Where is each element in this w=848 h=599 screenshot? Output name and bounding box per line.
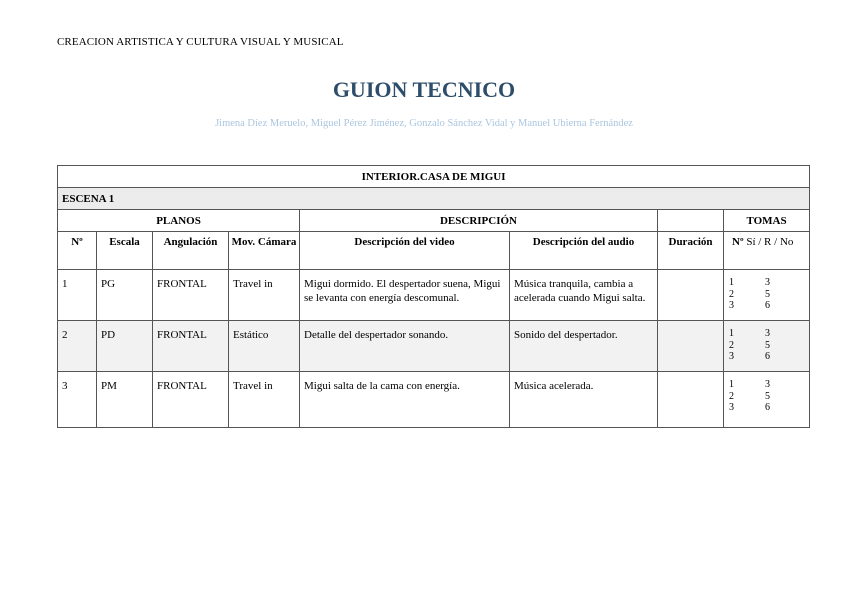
cell-escala: PG [97,270,153,321]
table-row [58,321,810,372]
cell-desc-video: Migui salta de la cama con energía. [300,372,510,428]
cell-takes [724,321,810,372]
cell-mov-camara: Travel in [229,270,300,321]
take-number: 2 [729,339,734,351]
col-mov-camara: Mov. Cámara [229,232,300,270]
cell-angulacion: FRONTAL [153,372,229,428]
take-line [729,328,805,340]
take-value: 3 [765,379,770,390]
cell-takes [724,372,810,428]
take-value: 6 [765,300,770,311]
take-value: 6 [765,402,770,413]
col-num: Nº [58,232,97,270]
cell-duracion [658,321,724,372]
take-value: 3 [765,328,770,339]
take-value: 5 [765,339,770,351]
cell-escala: PD [97,321,153,372]
column-header-row [58,232,810,270]
col-desc-video: Descripción del video [300,232,510,270]
authors-line: Jimena Díez Meruelo, Miguel Pérez Jiménez, Gonzalo Sánchez Vidal y Manuel Ubierna Fernández [215,118,633,129]
location-cell: INTERIOR.CASA DE MIGUI [58,166,810,188]
take-number: 3 [729,300,734,311]
take-number: 2 [729,390,734,402]
page-title: GUION TECNICO [332,77,516,102]
cell-desc-video: Migui dormido. El despertador suena, Migui se levanta con energía descomunal. [300,270,510,321]
take-line [729,379,805,391]
cell-desc-audio: Sonido del despertador. [510,321,658,372]
take-line [729,300,805,312]
table-row [58,270,810,321]
take-line [729,340,805,352]
col-duracion: Duración [658,232,724,270]
take-number: 3 [729,351,734,362]
col-tomas-options: Sí / R / No [743,236,794,248]
take-value: 5 [765,288,770,300]
take-value: 5 [765,390,770,402]
location-row [58,166,810,188]
cell-escala: PM [97,372,153,428]
descripcion-header: DESCRIPCIÓN [300,210,658,232]
cell-num: 3 [58,372,97,428]
scene-cell: ESCENA 1 [58,188,810,210]
take-number: 1 [729,379,734,390]
cell-duracion [658,270,724,321]
take-line [729,402,805,414]
scene-row [58,188,810,210]
take-line [729,351,805,363]
technical-script-table [57,165,810,428]
take-line [729,391,805,403]
cell-takes [724,270,810,321]
take-value: 3 [765,277,770,288]
cell-num: 1 [58,270,97,321]
planos-header: PLANOS [58,210,300,232]
cell-mov-camara: Estático [229,321,300,372]
cell-duracion [658,372,724,428]
table-row [58,372,810,428]
take-number: 2 [729,288,734,300]
col-tomas-num: Nº [732,236,744,248]
col-escala: Escala [97,232,153,270]
cell-desc-audio: Música acelerada. [510,372,658,428]
col-angulacion: Angulación [153,232,229,270]
take-line [729,289,805,301]
take-value: 6 [765,351,770,362]
cell-num: 2 [58,321,97,372]
document-header: CREACION ARTISTICA Y CULTURA VISUAL Y MUSICAL [57,36,344,48]
cell-angulacion: FRONTAL [153,321,229,372]
take-number: 1 [729,328,734,339]
col-desc-audio: Descripción del audio [510,232,658,270]
cell-desc-audio: Música tranquila, cambia a acelerada cuando Migui salta. [510,270,658,321]
cell-desc-video: Detalle del despertador sonando. [300,321,510,372]
tomas-header: TOMAS [724,210,810,232]
take-number: 3 [729,402,734,413]
cell-mov-camara: Travel in [229,372,300,428]
col-tomas [724,232,810,270]
cell-angulacion: FRONTAL [153,270,229,321]
group-header-row [58,210,810,232]
take-number: 1 [729,277,734,288]
duracion-group-spacer [658,210,724,232]
take-line [729,277,805,289]
